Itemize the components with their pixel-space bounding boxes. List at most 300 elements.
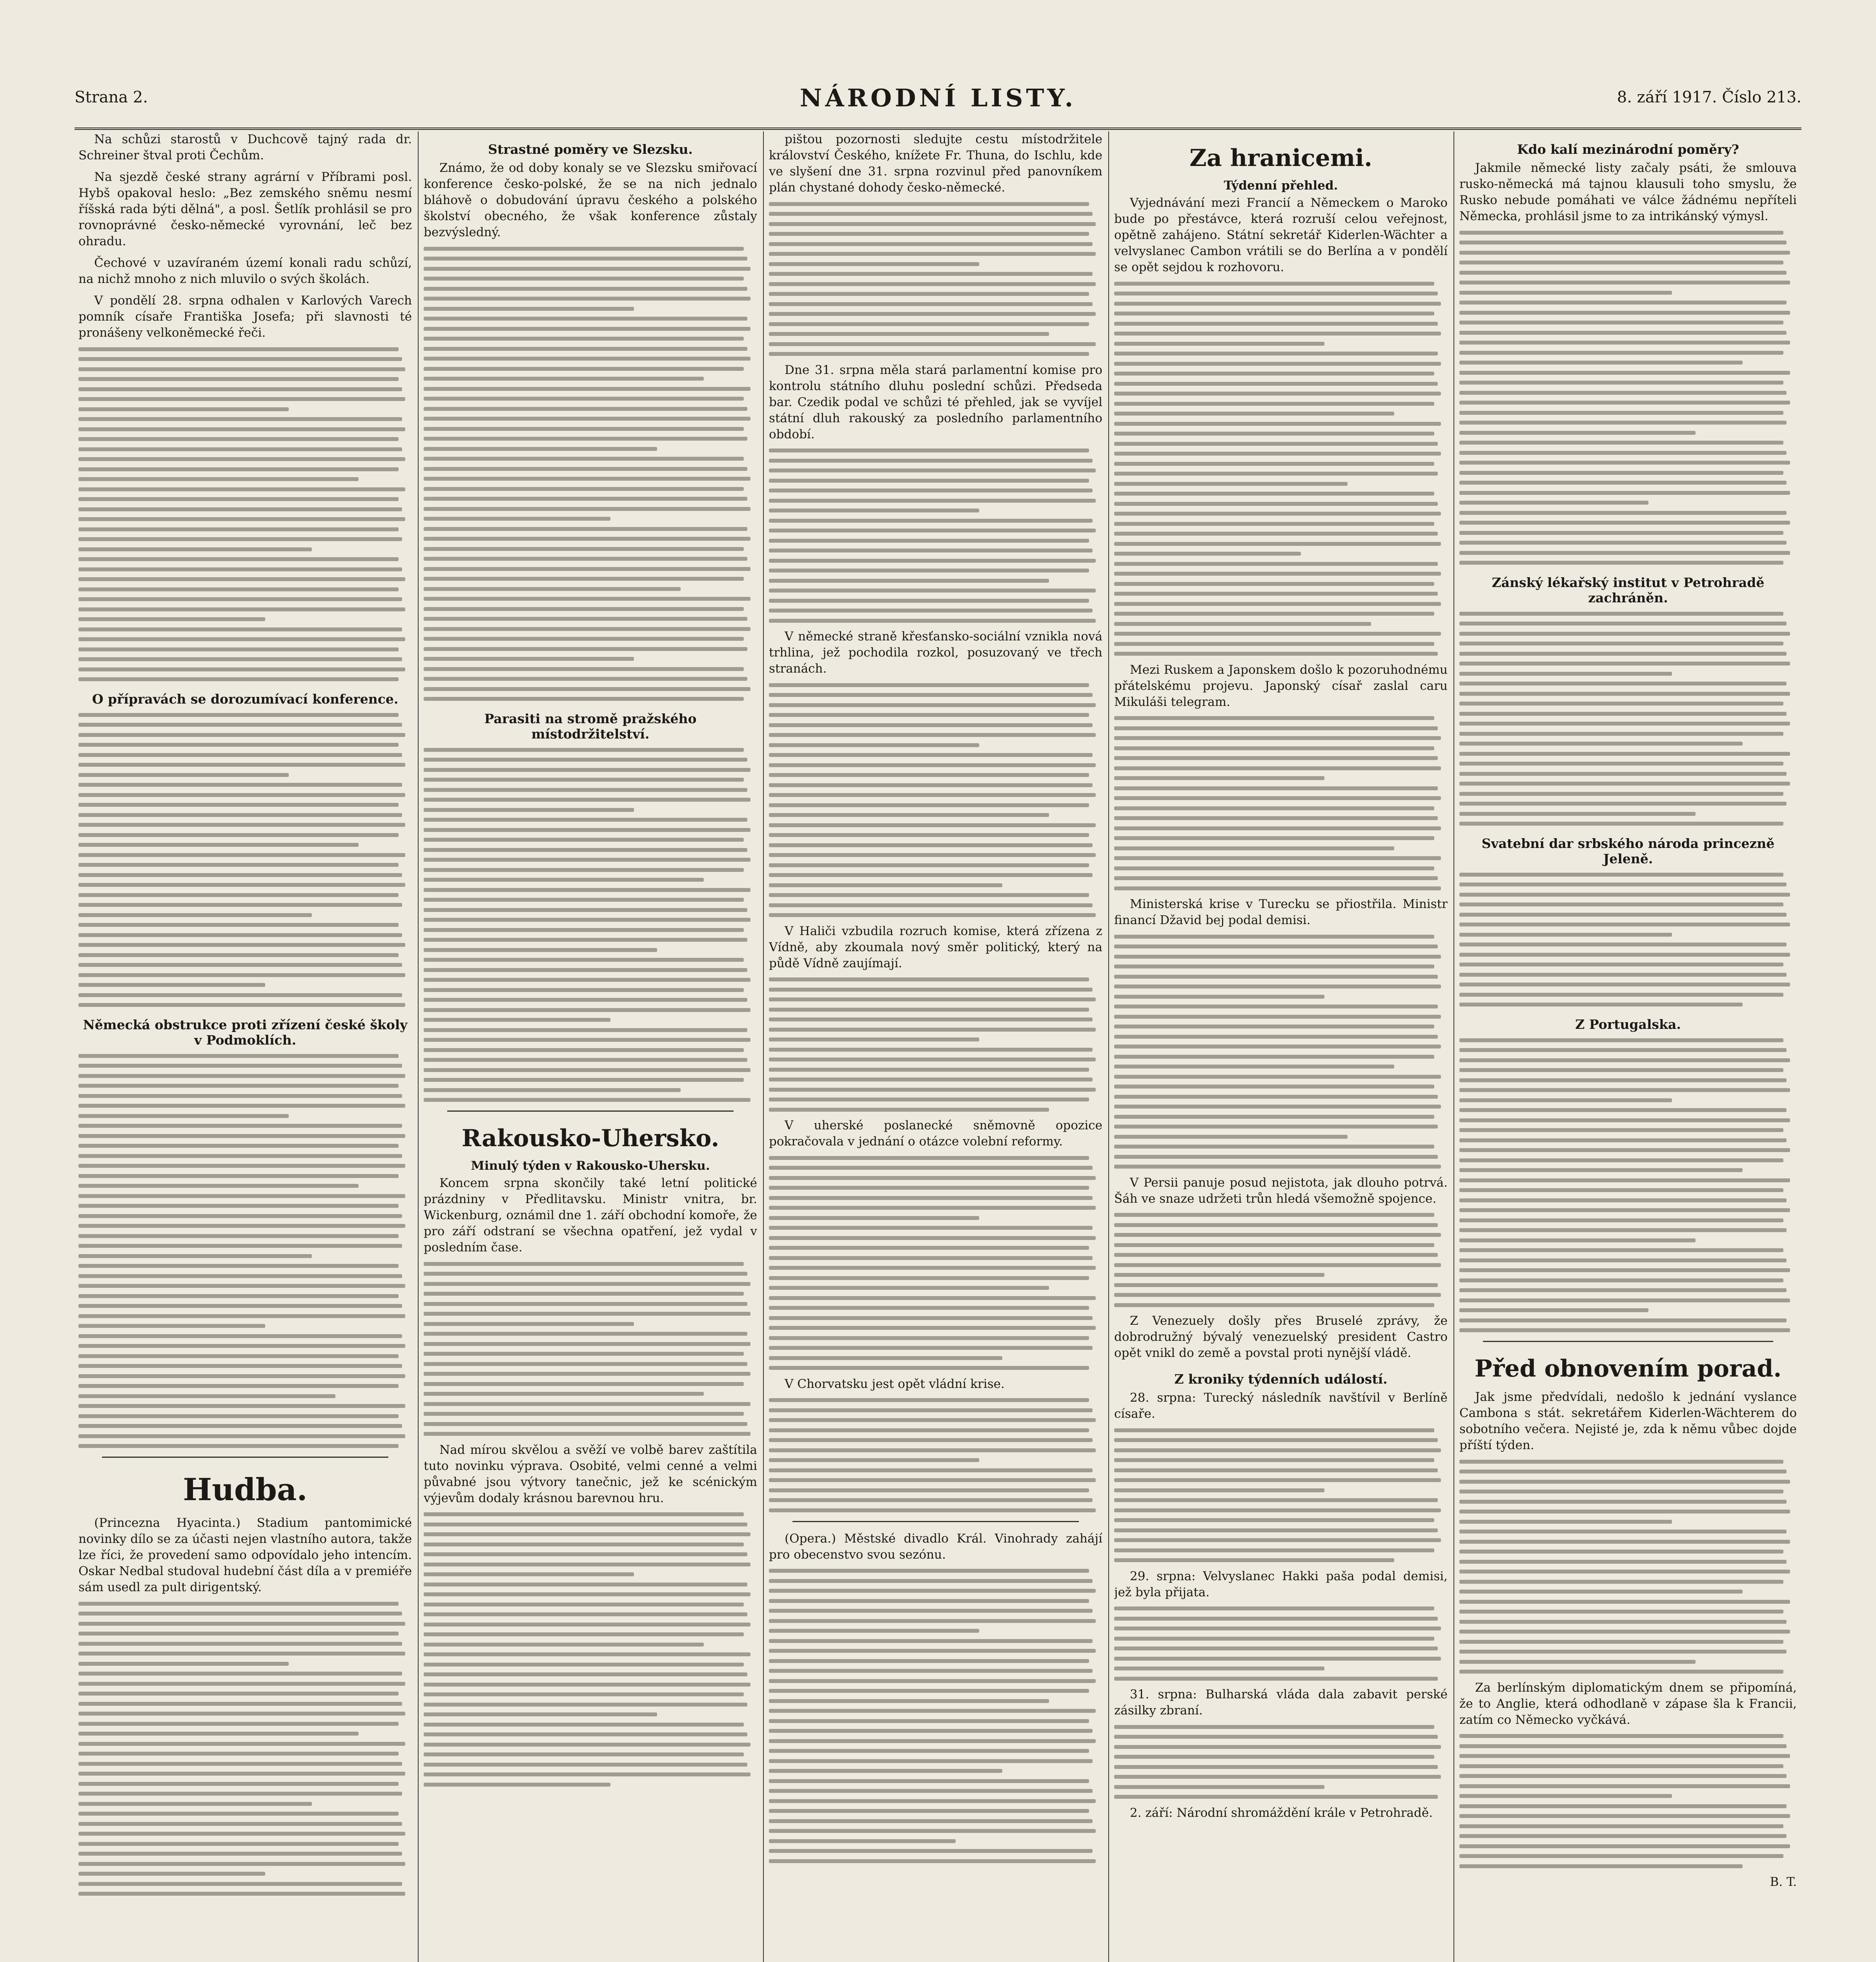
text-line — [78, 1374, 405, 1378]
text-line — [1459, 1670, 1783, 1674]
text-line — [78, 537, 402, 541]
text-line — [424, 758, 747, 762]
text-line — [769, 1438, 1093, 1442]
text-line — [769, 599, 1089, 603]
text-line — [769, 569, 1089, 573]
text-line — [78, 357, 402, 361]
text-line — [78, 1134, 405, 1138]
text-line — [1459, 1660, 1696, 1664]
text-line — [78, 1304, 402, 1308]
text-line — [78, 1772, 405, 1776]
text-line — [1459, 1168, 1743, 1172]
text-line — [1114, 462, 1434, 466]
text-line — [769, 322, 1089, 326]
text-line — [1459, 401, 1790, 405]
text-line — [769, 589, 1096, 593]
text-line — [769, 1316, 1093, 1320]
text-line — [1114, 552, 1301, 556]
text-line — [769, 1346, 1093, 1350]
text-line — [424, 1552, 747, 1556]
text-line — [1459, 1650, 1787, 1654]
text-line — [78, 913, 312, 917]
text-line — [424, 1362, 747, 1366]
text-line — [1459, 1640, 1783, 1644]
text-line — [1459, 1128, 1783, 1132]
text-line — [1114, 312, 1434, 315]
text-line — [424, 497, 747, 501]
text-line — [78, 657, 402, 661]
text-line — [769, 1659, 1089, 1663]
text-line — [78, 1264, 399, 1268]
text-line — [1114, 886, 1441, 890]
text-line — [424, 998, 747, 1002]
text-line — [1114, 1795, 1438, 1799]
text-line — [78, 1324, 265, 1328]
text-line — [1114, 1478, 1441, 1482]
text-block — [1459, 873, 1797, 1007]
text-line — [769, 302, 1093, 306]
text-line — [1114, 1085, 1434, 1089]
text-line — [1114, 1458, 1434, 1462]
text-line — [424, 697, 744, 701]
text-line — [1459, 441, 1783, 445]
text-line — [769, 873, 1093, 877]
text-line — [424, 1703, 747, 1707]
text-line — [424, 1392, 704, 1396]
issue-date: 8. září 1917. Číslo 213. — [1617, 88, 1801, 106]
text-line — [769, 863, 1089, 867]
text-line — [769, 1088, 1096, 1092]
text-line — [1114, 876, 1438, 880]
text-line — [424, 1282, 750, 1286]
text-line — [1114, 412, 1394, 416]
text-line — [424, 768, 750, 772]
text-line — [1459, 1068, 1783, 1072]
text-line — [78, 1344, 405, 1348]
text-line — [424, 427, 744, 431]
text-line — [78, 1752, 399, 1756]
column-divider — [1108, 131, 1109, 1962]
text-line — [1459, 1744, 1787, 1748]
text-line — [1459, 1570, 1790, 1574]
text-line — [769, 1809, 1089, 1813]
text-line — [424, 1763, 747, 1767]
text-line — [78, 1434, 405, 1438]
text-line — [1114, 1125, 1438, 1129]
text-line — [769, 1206, 1096, 1210]
text-line — [1459, 873, 1783, 877]
text-line — [769, 883, 1002, 887]
text-line — [78, 1852, 402, 1856]
text-line — [1114, 632, 1441, 636]
text-line — [424, 257, 747, 261]
text-line — [424, 848, 747, 852]
text-line — [424, 1632, 744, 1636]
text-line — [1459, 1078, 1787, 1082]
text-line — [78, 1074, 405, 1078]
text-line — [769, 793, 1096, 797]
text-line — [78, 1274, 402, 1278]
text-line — [424, 808, 634, 812]
paragraph: (Princezna Hyacinta.) Stadium pantomimické novinky dílo se za účasti nejen vlastního autora, takže lze říci, že provedení samo odpovídalo jeho intencím. Oskar Nedbal studoval hudební část díla a v premiéře sám usedl za pult dirigentský. — [78, 1516, 412, 1594]
text-line — [769, 1579, 1093, 1583]
text-line — [1459, 531, 1783, 535]
text-line — [1459, 251, 1790, 255]
text-line — [78, 1084, 399, 1088]
text-line — [1114, 292, 1438, 295]
text-line — [78, 903, 402, 907]
text-line — [1459, 903, 1783, 906]
text-line — [1114, 302, 1441, 306]
text-line — [1114, 836, 1434, 840]
text-line — [1114, 322, 1438, 326]
text-line — [1114, 502, 1438, 506]
text-line — [78, 1722, 399, 1726]
text-block — [769, 1569, 1102, 1863]
text-line — [424, 828, 750, 832]
text-line — [1459, 1560, 1787, 1564]
text-line — [424, 1772, 750, 1776]
text-line — [424, 317, 747, 321]
text-block — [769, 977, 1102, 1112]
text-line — [1114, 332, 1441, 336]
text-line — [769, 1176, 1096, 1180]
text-line — [424, 1302, 747, 1306]
text-line — [1459, 1600, 1790, 1604]
paragraph: Nad mírou skvělou a svěží ve volbě barev zaštítila tuto novinku výprava. Osobité, velmi cenné a velmi půvabné jsou výtvory tanečnic, jež ke scénickým výjevům dodaly krásnou barevnou hru. — [424, 1442, 757, 1505]
text-line — [769, 342, 1096, 346]
text-line — [769, 489, 1093, 492]
text-line — [1459, 541, 1787, 545]
text-line — [78, 627, 402, 631]
text-line — [1114, 985, 1441, 988]
text-line — [1114, 602, 1441, 606]
text-line — [78, 973, 405, 977]
text-line — [424, 1663, 744, 1667]
text-line — [78, 733, 405, 737]
text-line — [1114, 1775, 1441, 1779]
paragraph: 31. srpna: Bulharská vláda dala zabavit perské zásilky zbraní. — [1114, 1687, 1448, 1718]
text-line — [78, 933, 402, 937]
text-line — [1114, 955, 1441, 959]
text-line — [78, 1612, 402, 1616]
text-line — [1459, 1298, 1790, 1302]
text-line — [1114, 652, 1438, 656]
text-line — [424, 938, 747, 942]
text-line — [78, 863, 399, 867]
text-line — [78, 1444, 399, 1448]
text-line — [78, 1234, 399, 1238]
paragraph: pištou pozornosti sledujte cestu místodržitele království Českého, knížete Fr. Thuna, do Ischlu, kde ve slyšení dne 31. srpna rozvinul před panovníkem plán chystané dohody česko-německé. — [769, 132, 1102, 195]
text-line — [78, 873, 402, 877]
text-line — [1459, 1734, 1783, 1738]
text-line — [769, 509, 979, 512]
text-line — [1459, 672, 1672, 676]
section-heading: Svatební dar srbského národa princezně Jeleně. — [1481, 836, 1775, 866]
text-line — [769, 1058, 1096, 1061]
text-line — [1459, 1058, 1790, 1062]
text-line — [1114, 492, 1434, 496]
text-line — [424, 1432, 750, 1436]
text-line — [78, 1284, 405, 1288]
text-line — [1459, 782, 1790, 786]
text-line — [1459, 1530, 1787, 1533]
text-line — [424, 918, 750, 922]
column-1 — [78, 131, 412, 1962]
text-block — [424, 1512, 757, 1787]
text-line — [424, 247, 744, 251]
text-line — [78, 507, 402, 511]
text-block — [1459, 612, 1797, 826]
paragraph: Dne 31. srpna měla stará parlamentní komise pro kontrolu státního dluhu poslední schůzi. Předseda bar. Czedik podal ve schůzi té přehled, jak se vyvíjel státní dluh rakouský za posledního parlamentního období. — [769, 363, 1102, 441]
text-line — [424, 647, 747, 651]
text-line — [78, 1244, 402, 1248]
text-line — [1459, 1208, 1790, 1212]
text-line — [424, 347, 747, 351]
text-line — [769, 529, 1096, 532]
text-line — [769, 1649, 1096, 1653]
text-line — [424, 397, 744, 401]
text-line — [1459, 261, 1783, 264]
text-line — [1114, 1765, 1438, 1769]
text-line — [769, 1508, 1096, 1512]
text-line — [424, 327, 750, 331]
text-line — [769, 1038, 979, 1041]
text-line — [78, 713, 399, 717]
text-line — [1114, 442, 1438, 446]
text-block — [1114, 1725, 1448, 1799]
text-line — [769, 1779, 1089, 1783]
text-line — [424, 1322, 634, 1326]
text-line — [769, 1017, 1093, 1021]
text-line — [78, 637, 405, 641]
text-line — [769, 1478, 1096, 1482]
text-line — [769, 1448, 1096, 1452]
text-line — [1459, 1148, 1790, 1152]
text-line — [78, 853, 405, 857]
text-line — [1114, 1558, 1394, 1562]
text-line — [424, 1332, 747, 1336]
text-line — [78, 497, 399, 501]
text-line — [769, 1306, 1089, 1310]
text-line — [1459, 1580, 1783, 1584]
text-line — [1114, 1448, 1441, 1452]
text-block — [769, 202, 1102, 356]
text-line — [78, 1354, 399, 1358]
paragraph: (Opera.) Městské divadlo Král. Vinohrady zahájí pro obecenstvo svou sezónu. — [769, 1531, 1102, 1562]
text-line — [78, 1154, 402, 1158]
text-line — [78, 1314, 405, 1318]
text-line — [769, 1819, 1093, 1823]
text-block — [769, 1398, 1102, 1512]
text-line — [1459, 1784, 1790, 1788]
text-line — [1114, 1647, 1438, 1650]
text-line — [424, 1672, 747, 1676]
text-line — [769, 619, 1096, 623]
text-line — [1459, 1764, 1783, 1768]
text-line — [1114, 1095, 1438, 1099]
text-line — [769, 292, 1089, 296]
text-line — [78, 667, 405, 671]
text-line — [769, 469, 1096, 472]
text-line — [1459, 1038, 1783, 1042]
text-line — [424, 788, 747, 792]
paragraph: V Haliči vzbudila rozruch komise, která zřízena z Vídně, aby zkoumala nový směr politický, který na půdě Vídně zaujímají. — [769, 924, 1102, 970]
text-line — [424, 597, 750, 601]
text-line — [769, 479, 1089, 483]
paragraph: Jakmile německé listy začaly psáti, že smlouva rusko-německá má tajnou klausuli toho smyslu, že Rusko nebude pomáhati ve válce žádnému nepříteli Německa, prohlásil jsme to za intrikánský výmysl. — [1459, 161, 1797, 223]
text-line — [769, 1639, 1093, 1643]
text-line — [424, 447, 657, 451]
text-line — [1114, 716, 1434, 720]
text-line — [78, 617, 265, 621]
text-line — [424, 367, 744, 371]
text-line — [1459, 451, 1787, 455]
section-title-pred-obnovenim-porad: Před obnovením porad. — [1474, 1355, 1782, 1382]
text-line — [424, 1412, 744, 1416]
text-line — [424, 657, 634, 661]
text-line — [424, 1543, 744, 1546]
section-heading: Kdo kalí mezinárodní poměry? — [1517, 142, 1739, 157]
text-line — [1459, 692, 1790, 696]
paragraph: Jak jsme předvídali, nedošlo k jednání vyslance Cambona s stát. sekretářem Kiderlen-Wächterem do sobotního večera. Nejisté je, zda k němu vůbec dojde příští týden. — [1459, 1390, 1797, 1452]
text-line — [1114, 1075, 1441, 1079]
text-line — [1114, 965, 1434, 968]
text-line — [424, 968, 747, 972]
text-line — [769, 1498, 1093, 1502]
text-line — [1459, 702, 1783, 706]
text-line — [1459, 732, 1783, 736]
text-line — [78, 1662, 289, 1666]
text-line — [1459, 431, 1696, 435]
text-line — [1114, 935, 1434, 939]
text-line — [1459, 481, 1787, 485]
text-line — [1114, 1065, 1394, 1069]
text-line — [78, 577, 405, 581]
text-line — [78, 763, 405, 767]
section-title-za-hranicemi: Za hranicemi. — [1189, 144, 1372, 172]
text-line — [78, 1184, 359, 1188]
text-line — [1114, 572, 1441, 576]
text-line — [769, 1839, 956, 1843]
text-line — [1114, 995, 1324, 999]
text-line — [1114, 1025, 1434, 1028]
text-line — [1114, 1657, 1441, 1661]
text-line — [78, 1732, 359, 1736]
text-line — [769, 1488, 1089, 1492]
text-line — [1459, 281, 1790, 284]
text-line — [78, 1602, 399, 1606]
text-block — [1114, 282, 1448, 656]
text-line — [769, 519, 1093, 523]
text-line — [78, 1054, 399, 1058]
text-line — [1459, 1118, 1790, 1122]
text-line — [78, 1174, 399, 1178]
text-line — [1114, 482, 1348, 486]
text-line — [424, 467, 747, 471]
section-heading: Strastné poměry ve Slezsku. — [488, 142, 693, 157]
text-line — [769, 1108, 1049, 1112]
text-line — [769, 1266, 1096, 1270]
text-line — [78, 833, 399, 837]
column-divider — [763, 131, 764, 1962]
text-line — [424, 407, 747, 411]
text-line — [769, 1719, 1089, 1723]
text-line — [424, 868, 744, 872]
text-line — [78, 1632, 399, 1636]
text-line — [424, 677, 747, 681]
text-line — [1114, 342, 1324, 346]
text-line — [1459, 812, 1696, 816]
text-line — [1459, 1258, 1787, 1262]
text-line — [1114, 1755, 1434, 1759]
text-line — [1114, 392, 1441, 396]
text-line — [769, 988, 1093, 992]
text-line — [1459, 331, 1787, 335]
text-line — [1459, 1824, 1783, 1828]
page-header — [75, 80, 1801, 130]
text-line — [1114, 945, 1438, 948]
text-line — [78, 1812, 399, 1816]
text-line — [424, 1572, 634, 1576]
text-line — [424, 958, 744, 962]
text-line — [78, 677, 399, 681]
text-line — [78, 1652, 405, 1656]
text-line — [424, 1683, 750, 1687]
text-line — [769, 1398, 1089, 1402]
subheading: Týdenní přehled. — [1224, 179, 1338, 193]
text-line — [424, 838, 744, 842]
text-line — [769, 743, 979, 747]
text-line — [424, 277, 744, 281]
text-line — [1114, 1115, 1434, 1119]
text-line — [1114, 372, 1434, 376]
text-line — [769, 1458, 979, 1462]
text-line — [424, 878, 704, 882]
text-line — [424, 1523, 747, 1526]
text-line — [424, 1008, 750, 1012]
text-line — [424, 1068, 750, 1072]
text-line — [1114, 1303, 1434, 1307]
text-line — [1459, 752, 1790, 756]
text-block — [1114, 935, 1448, 1169]
text-line — [1114, 562, 1438, 566]
text-line — [1114, 542, 1441, 546]
text-line — [769, 997, 1096, 1001]
text-line — [424, 667, 744, 671]
text-line — [78, 1104, 405, 1108]
text-line — [1114, 1293, 1441, 1297]
section-title-rakousko-uhersko: Rakousko-Uhersko. — [461, 1125, 719, 1152]
text-line — [424, 1342, 750, 1346]
text-line — [1459, 461, 1790, 465]
text-line — [1459, 1814, 1790, 1818]
text-line — [424, 1422, 747, 1426]
text-line — [78, 1404, 405, 1408]
text-line — [78, 1114, 289, 1118]
text-line — [78, 1003, 405, 1007]
text-line — [1459, 351, 1783, 355]
text-line — [424, 377, 704, 381]
text-line — [1114, 1637, 1434, 1641]
text-line — [1459, 471, 1783, 475]
text-line — [1459, 1490, 1783, 1493]
text-block — [769, 1156, 1102, 1370]
text-line — [78, 1702, 402, 1706]
text-line — [769, 1186, 1089, 1190]
text-line — [769, 1609, 1093, 1613]
text-line — [769, 1078, 1093, 1081]
